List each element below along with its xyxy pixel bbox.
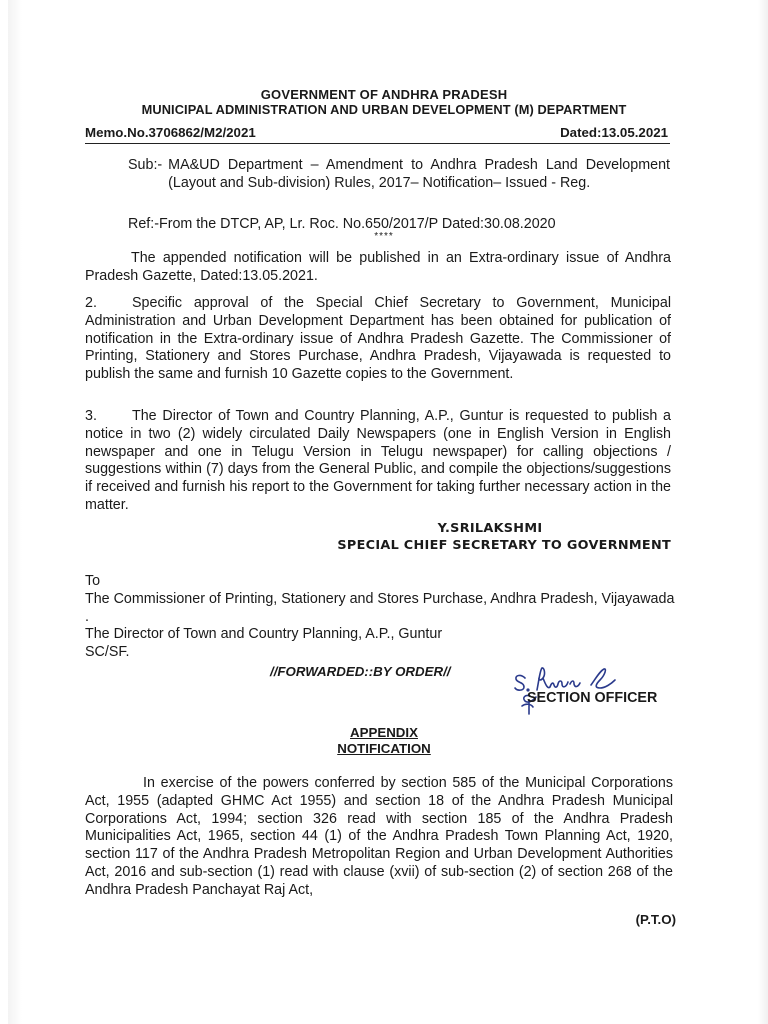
memo-date: Dated:13.05.2021 xyxy=(560,125,668,140)
section-officer: SECTION OFFICER xyxy=(527,690,658,706)
paragraph-1-text: The appended notification will be published in an Extra-ordinary issue of Andhra Pradesh Gazette, Dated:13.05.2021. xyxy=(85,250,671,284)
subject xyxy=(128,157,670,193)
paragraph-3 xyxy=(85,408,671,515)
notification-body-text: In exercise of the powers conferred by section 585 of the Municipal Corporations Act, 1955 (adapted GHMC Act 1955) and section 18 of the Andhra Pradesh Municipal Corporations Act, 1994; section 326 read with section 185 of the Andhra Pradesh Municipalities Act, 1965, section 44 (1) of the Andhra Pradesh Town Planning Act, 1920, section 117 of the Andhra Pradesh Metropolitan Region and Urban Development Authorities Act, 2016 and sub-section (1) read with clause (xvii) of sub-section (2) of section 268 of the Andhra Pradesh Panchayat Raj Act, xyxy=(85,775,673,898)
paragraph-2 xyxy=(85,295,671,384)
appendix-title: APPENDIX xyxy=(350,725,418,740)
signatory-title: SPECIAL CHIEF SECRETARY TO GOVERNMENT xyxy=(337,538,671,553)
separator: **** xyxy=(374,231,394,242)
addressee-2: The Director of Town and Country Planning, A.P., Guntur xyxy=(85,626,443,643)
to-label: To xyxy=(85,573,101,589)
memo-number: Memo.No.3706862/M2/2021 xyxy=(85,125,256,140)
scan-edge-left xyxy=(8,0,22,1024)
signatory-name: Y.SRILAKSHMI xyxy=(437,521,543,536)
subject-label: Sub:- xyxy=(128,157,163,173)
subject-text: MA&UD Department – Amendment to Andhra Pradesh Land Development (Layout and Sub-division) Rules, 2017– Notification– Issued - Reg. xyxy=(168,157,670,191)
paragraph-3-number: 3. xyxy=(85,408,97,424)
paragraph-2-number: 2. xyxy=(85,295,97,311)
paragraph-1 xyxy=(85,250,671,286)
addressees xyxy=(85,573,675,662)
reference: Ref:-From the DTCP, AP, Lr. Roc. No.650/2017/P Dated:30.08.2020 xyxy=(128,216,556,232)
forwarded-by-order: //FORWARDED::BY ORDER// xyxy=(270,664,451,679)
copy-to: SC/SF. xyxy=(85,644,130,661)
notification-title: NOTIFICATION xyxy=(337,741,431,756)
scan-edge-right xyxy=(758,0,768,1024)
memo-line xyxy=(85,125,670,144)
please-turn-over: (P.T.O) xyxy=(635,912,676,927)
notification-body xyxy=(85,775,673,900)
paragraph-2-text: Specific approval of the Special Chief Secretary to Government, Municipal Administration and Urban Development Department has been obtained for publication of notification in the Extra-ordinary issue of Andhra Pradesh Gazette. The Commissioner of Printing, Stationery and Stores Purchase, Andhra Pradesh, Vijayawada is requested to publish the same and furnish 10 Gazette copies to the Government. xyxy=(85,295,671,383)
government-heading: GOVERNMENT OF ANDHRA PRADESH xyxy=(260,87,508,102)
addressee-1: The Commissioner of Printing, Stationery and Stores Purchase, Andhra Pradesh, Vijayawada . xyxy=(85,590,675,625)
department-heading: MUNICIPAL ADMINISTRATION AND URBAN DEVELOPMENT (M) DEPARTMENT xyxy=(141,102,627,117)
paragraph-3-text: The Director of Town and Country Planning, A.P., Guntur is requested to publish a notice in two (2) widely circulated Daily Newspapers (one in English Version in English newspaper and one in Telugu Version in Telugu newspaper) for calling objections / suggestions within (7) days from the General Public, and compile the objections/suggestions if received and furnish his report to the Government for taking further necessary action in the matter. xyxy=(85,408,671,513)
